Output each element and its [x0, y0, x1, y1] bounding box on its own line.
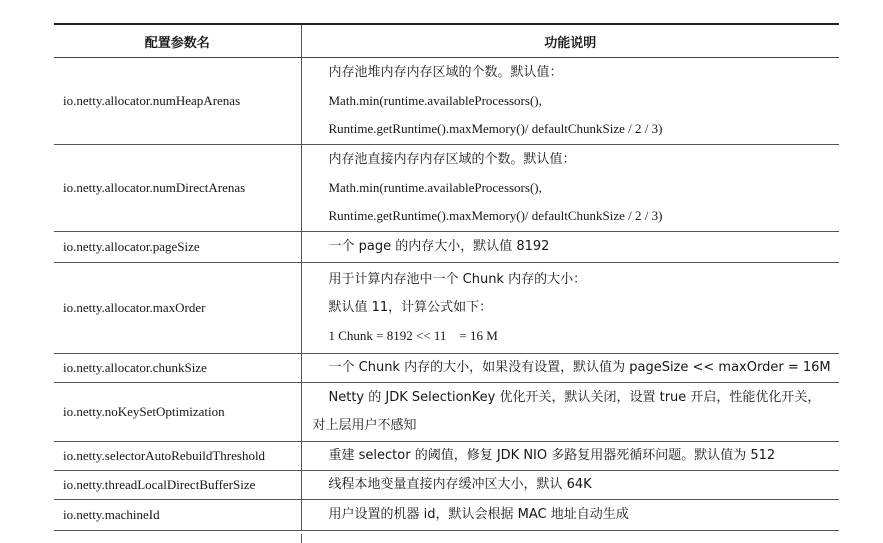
param-description [301, 442, 839, 471]
table-row [54, 354, 839, 383]
description-line: 用于计算内存池中一个 Chunk 内存的大小： [328, 272, 587, 287]
description-line: Math.min(runtime.availableProcessors(), [328, 180, 542, 195]
description-line: 一个 page 的内存大小，默认值 8192 [328, 239, 550, 254]
table-row [54, 145, 839, 232]
config-table [54, 23, 839, 531]
description-line: Runtime.getRuntime().maxMemory()/ defaultChunkSize / 2 / 3) [328, 121, 663, 136]
param-name: io.netty.allocator.numDirectArenas [54, 145, 301, 232]
description-line: Runtime.getRuntime().maxMemory()/ defaultChunkSize / 2 / 3) [328, 208, 663, 223]
param-description [301, 471, 839, 500]
param-description [301, 354, 839, 383]
param-name: io.netty.allocator.chunkSize [54, 354, 301, 383]
param-name: io.netty.machineId [54, 500, 301, 531]
table-row [54, 383, 839, 442]
param-name: io.netty.allocator.pageSize [54, 232, 301, 263]
table-row [54, 442, 839, 471]
table-header-row [54, 24, 839, 58]
description-line: 一个 Chunk 内存的大小，如果没有设置，默认值为 pageSize << maxOrder = 16M [328, 360, 831, 375]
description-line: 重建 selector 的阈值，修复 JDK NIO 多路复用器死循环问题。默认值为 512 [328, 448, 776, 463]
param-name: io.netty.selectorAutoRebuildThreshold [54, 442, 301, 471]
description-line: 线程本地变量直接内存缓冲区大小，默认 64K [328, 477, 592, 492]
description-line: 1 Chunk = 8192 << 11 = 16 M [328, 328, 498, 343]
description-line: 默认值 11，计算公式如下： [328, 300, 493, 315]
header-param-name: 配置参数名 [54, 24, 301, 58]
table-row [54, 471, 839, 500]
description-line: Math.min(runtime.availableProcessors(), [328, 93, 542, 108]
param-description [301, 58, 839, 145]
table-row [54, 500, 839, 531]
param-name: io.netty.allocator.maxOrder [54, 263, 301, 354]
param-description [301, 383, 839, 442]
description-line: 内存池直接内存内存区域的个数。默认值： [328, 152, 576, 167]
param-description [301, 500, 839, 531]
table-row [54, 263, 839, 354]
description-line: 对上层用户不感知 [312, 418, 417, 433]
table-row [54, 58, 839, 145]
param-description [301, 232, 839, 263]
param-name: io.netty.noKeySetOptimization [54, 383, 301, 442]
param-description [301, 263, 839, 354]
description-line: 用户设置的机器 id，默认会根据 MAC 地址自动生成 [328, 507, 629, 522]
header-description: 功能说明 [301, 24, 839, 58]
description-line: Netty 的 JDK SelectionKey 优化开关，默认关闭，设置 true 开启，性能优化开关， [328, 390, 821, 405]
description-line: 内存池堆内存内存区域的个数。默认值： [328, 65, 563, 80]
table-row [54, 232, 839, 263]
param-description [301, 145, 839, 232]
param-name: io.netty.allocator.numHeapArenas [54, 58, 301, 145]
param-name: io.netty.threadLocalDirectBufferSize [54, 471, 301, 500]
column-divider-continuation [301, 534, 302, 543]
